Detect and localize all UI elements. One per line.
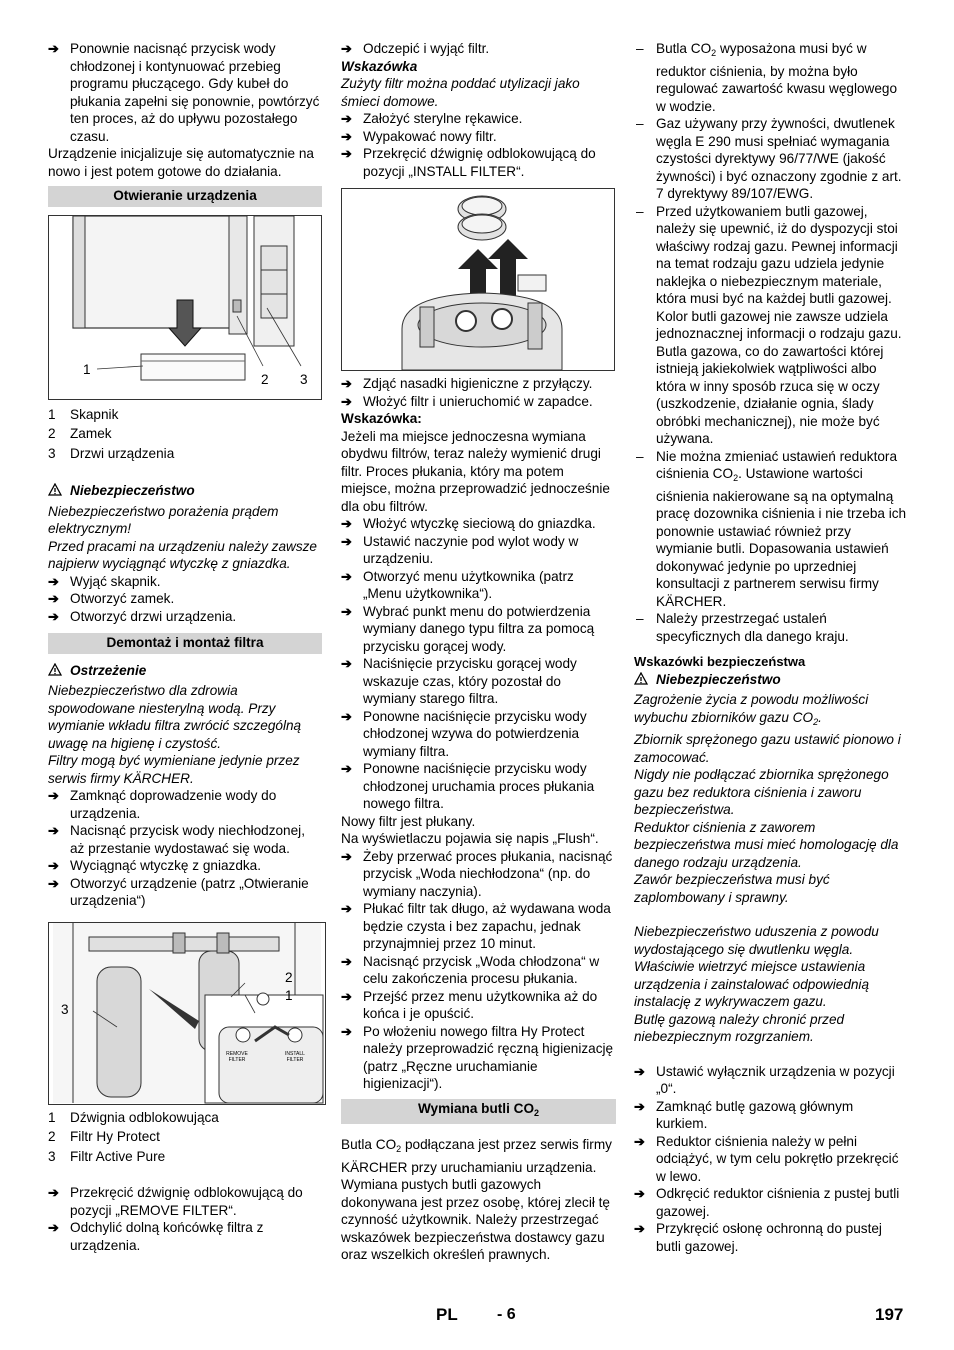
legend-item: 3 Drzwi urządzenia <box>48 445 175 461</box>
danger-text: Właściwie wietrzyć miejsce ustawienia urządzenia i zainstalować odpowiednią instalację z wykrywaczem gazu. <box>634 959 870 1009</box>
step-text: ➔ Żeby przerwać proces płukania, nacisnąć przycisk „Woda niechłodzona“ (np. do wymiany naczynia). <box>341 848 616 901</box>
step-text: ➔ Otworzyć zamek. <box>48 590 322 608</box>
warning-icon <box>48 663 62 676</box>
warning-text: Filtry mogą być wymieniane jedynie przez serwis firmy KÄRCHER. <box>48 753 300 786</box>
label-remove-filter: REMOVE FILTER <box>226 1050 248 1063</box>
note-title: Wskazówka <box>341 58 418 74</box>
step-text: ➔ Reduktor ciśnienia należy w pełni odciążyć, w tym celu pokrętło przekręcić w lewo. <box>634 1133 908 1186</box>
callout-3: 3 <box>300 371 308 387</box>
legend-item: 2 Filtr Hy Protect <box>48 1129 160 1144</box>
figure-filters <box>48 922 326 1105</box>
footer-language: PL <box>436 1305 458 1324</box>
warning-icon <box>634 672 648 685</box>
danger-text: Niebezpieczeństwo porażenia prądem elektrycznym! <box>48 503 279 536</box>
list-item: – Należy przestrzegać ustaleń specyficznych dla danego kraju. <box>634 610 908 645</box>
legend-item: 3 Filtr Active Pure <box>48 1148 166 1164</box>
footer-page: - 6 <box>497 1306 516 1323</box>
legend-item: 2 Zamek <box>48 426 112 441</box>
paragraph: Butla $CO_2$ podłączana jest przez serwis firmy KÄRCHER przy uruchamianiu urządzenia. Wymiana pustych butli gazowych dokonywana jest przez osobę, której zlecił tę czynność użytkownik. Należy przestrzegać wskazówek bezpieczeństwa dostawcy gazu oraz wszelkich określeń prawnych. <box>341 1137 612 1262</box>
step-text: ➔ Przekręcić dźwignię odblokowującą do pozycji „INSTALL FILTER“. <box>341 145 616 180</box>
figure-open-device <box>48 215 322 400</box>
step-text: ➔ Wyciągnąć wtyczkę z gniazdka. <box>48 857 322 875</box>
paragraph: Nowy filtr jest płukany. <box>341 813 476 829</box>
step-text: ➔ Przejść przez menu użytkownika aż do końca i je opuścić. <box>341 988 616 1023</box>
callout-2: 2 <box>285 969 293 985</box>
section-heading: Otwieranie urządzenia <box>48 186 322 207</box>
column-right <box>634 40 908 1255</box>
step-text: ➔ Ponowne naciśnięcie przycisku wody chłodzonej uruchamia proces płukania nowego filtra. <box>341 760 616 813</box>
step-text: ➔ Wypakować nowy filtr. <box>341 128 616 146</box>
section-subheading: Wskazówki bezpieczeństwa <box>634 654 806 669</box>
footer-page-number: 197 <box>875 1305 904 1324</box>
note-text: Zużyty filtr można poddać utylizacji jako śmieci domowe. <box>341 76 580 109</box>
filter-caps-illustration <box>342 189 614 370</box>
step-text: ➔ Wybrać punkt menu do potwierdzenia wymiany danego typu filtra za pomocą przycisku gorącej wody. <box>341 603 616 656</box>
warning-title: Ostrzeżenie <box>48 662 322 680</box>
section-heading: Demontaż i montaż filtra <box>48 633 322 654</box>
column-middle <box>341 40 616 1264</box>
list-item: – Butla $CO_2$ wyposażona musi być w reduktor ciśnienia, by można było regulować zawartość kwasu węglowego w wodzie. <box>634 40 908 115</box>
legend-item: 1 Skapnik <box>48 406 119 422</box>
step-text: ➔ Przykręcić osłonę ochronną do pustej butli gazowej. <box>634 1220 908 1255</box>
danger-text: Zbiornik sprężonego gazu ustawić pionowo i zamocować. <box>634 732 901 765</box>
legend-list <box>48 1109 322 1166</box>
paragraph: Na wyświetlaczu pojawia się napis „Flush“. <box>341 831 599 846</box>
step-text: ➔ Włożyć filtr i unieruchomić w zapadce. <box>341 393 616 411</box>
step-text: ➔ Ustawić wyłącznik urządzenia w pozycji „0“. <box>634 1063 908 1098</box>
callout-2: 2 <box>261 371 269 387</box>
callout-3: 3 <box>61 1001 69 1017</box>
danger-text: Reduktor ciśnienia z zaworem bezpieczeństwa musi mieć homologację dla danego rodzaju urządzenia. <box>634 819 899 870</box>
danger-title: Niebezpieczeństwo <box>634 671 908 689</box>
legend-item: 1 Dźwignia odblokowująca <box>48 1109 219 1125</box>
note-title: Wskazówka: <box>341 411 422 426</box>
filters-illustration <box>49 923 325 1104</box>
step-text: ➔ Płukać filtr tak długo, aż wydawana woda będzie czysta i bez zapachu, jednak przynajmniej przez 10 minut. <box>341 900 616 953</box>
danger-title: Niebezpieczeństwo <box>48 482 322 500</box>
list-item: – Nie można zmieniać ustawień reduktora ciśnienia $CO_2$. Ustawione wartości ciśnienia nakierowane są na optymalną pracę dozownika ciśnienia i nie trzeba ich ponownie ustawiać również przy wymianie butli. Dopasowania ustawień dokonywać jedynie po uprzedniej konsultacji z partnerem serwisu firmy KÄRCHER. <box>634 448 908 611</box>
step-text: ➔ Otworzyć drzwi urządzenia. <box>48 608 322 626</box>
step-text: ➔ Naciśnięcie przycisku gorącej wody wskazuje czas, który pozostał do wymiany starego filtra. <box>341 655 616 708</box>
step-text: ➔ Odkręcić reduktor ciśnienia z pustej butli gazowej. <box>634 1185 908 1220</box>
step-text: ➔ Zamknąć butlę gazową głównym kurkiem. <box>634 1098 908 1133</box>
step-text: ➔ Otworzyć menu użytkownika (patrz „Menu użytkownika“). <box>341 568 616 603</box>
figure-filter-caps <box>341 188 615 371</box>
label-install-filter: INSTALL FILTER <box>285 1050 305 1063</box>
callout-1: 1 <box>285 987 293 1003</box>
danger-text: Nigdy nie podłączać zbiornika sprężonego gazu bez reduktora ciśnienia i zaworu bezpieczeństwa. <box>634 767 889 817</box>
step-text: ➔ Nacisnąć przycisk „Woda chłodzona“ w celu zakończenia procesu płukania. <box>341 953 616 988</box>
step-text: ➔ Włożyć wtyczkę sieciową do gniazdka. <box>341 515 616 533</box>
step-text: ➔ Odczepić i wyjąć filtr. <box>341 40 616 58</box>
step-text: ➔ Otworzyć urządzenie (patrz „Otwieranie urządzenia“) <box>48 875 322 910</box>
step-text: ➔ Zamknąć doprowadzenie wody do urządzenia. <box>48 787 322 822</box>
step-text: ➔ Wyjąć skapnik. <box>48 573 322 591</box>
danger-text: Butlę gazową należy chronić przed niebezpiecznym rozgrzaniem. <box>634 1011 845 1044</box>
list-item: – Gaz używany przy żywności, dwutlenek węgla E 290 musi spełniać wymagania czystości dyrektywy 96/77/WE (jakość żywności) i być oznaczony zgodnie z art. 7 dyrektywy 89/107/EWG. <box>634 115 908 203</box>
legend-list <box>48 406 322 463</box>
step-text: ➔ Zdjąć nasadki higieniczne z przyłączy. <box>341 375 616 393</box>
danger-text: Zagrożenie życia z powodu możliwości wybuchu zbiorników gazu $CO_2$. <box>634 692 869 727</box>
column-left <box>48 40 322 1254</box>
step-text: ➔ Założyć sterylne rękawice. <box>341 110 616 128</box>
list-item: – Przed użytkowaniem butli gazowej, należy się upewnić, iż do dyspozycji stoi właściwy rodzaj gazu. Pewnej informacji na temat rodzaju gazu udziela jedynie naklejka o niebezpiecznym materiale, która musi być na każdej butli gazowej. Kolor butli gazowej nie zawsze udziela jednoznacznej informacji o rodzaju gazu. Butla gazowa, co do zawartości której istnieją jakiekolwiek wątpliwości albo która w inny sposób rzuca się w oczy (uszkodzenie, działanie ognia, ślady obróbki mechanicznej), nie może być używana. <box>634 203 908 448</box>
step-text: ➔ Odchylić dolną końcówkę filtra z urządzenia. <box>48 1219 322 1254</box>
paragraph: Urządzenie inicjalizuje się automatycznie na nowo i jest potem gotowe do działania. <box>48 146 314 179</box>
step-text: ➔ Nacisnąć przycisk wody niechłodzonej, aż przestanie wydostawać się woda. <box>48 822 322 857</box>
step-text: ➔ Po włożeniu nowego filtra Hy Protect należy przeprowadzić ręczną higienizację (patrz „Ręczne uruchamianie higienizacji“). <box>341 1023 616 1093</box>
callout-1: 1 <box>83 361 91 377</box>
danger-text: Przed pracami na urządzeniu należy zawsze najpierw wyciągnąć wtyczkę z gniazdka. <box>48 538 317 571</box>
section-heading: Wymiana butli $CO_2$ <box>341 1099 616 1125</box>
step-text: ➔ Ponownie nacisnąć przycisk wody chłodzonej i kontynuować przebieg programu płuczącego. Gdy kubeł do płukania zapełni się ponownie, powtórzyć ten proces, aż do upływu pozostałego czasu. <box>48 40 322 145</box>
danger-text: Zawór bezpieczeństwa musi być zaplombowany i sprawny. <box>634 872 830 905</box>
danger-text: Niebezpieczeństwo uduszenia z powodu wydostającego się dwutlenku węgla. <box>634 924 879 957</box>
warning-icon <box>48 483 62 496</box>
step-text: ➔ Przekręcić dźwignię odblokowującą do pozycji „REMOVE FILTER“. <box>48 1184 322 1219</box>
step-text: ➔ Ponowne naciśnięcie przycisku wody chłodzonej wzywa do potwierdzenia wymiany filtra. <box>341 708 616 761</box>
warning-text: Niebezpieczeństwo dla zdrowia spowodowane niesterylną wodą. Przy wymianie wkładu filtra zwrócić szczególną uwagę na higienę i czystość. <box>48 683 302 751</box>
step-text: ➔ Ustawić naczynie pod wylot wody w urządzeniu. <box>341 533 616 568</box>
note-text: Jeżeli ma miejsce jednoczesna wymiana obydwu filtrów, teraz należy wymienić drugi filtr. Proces płukania, który ma potem miejsce, można przeprowadzić jednocześnie dla obu filtrów. <box>341 428 610 514</box>
